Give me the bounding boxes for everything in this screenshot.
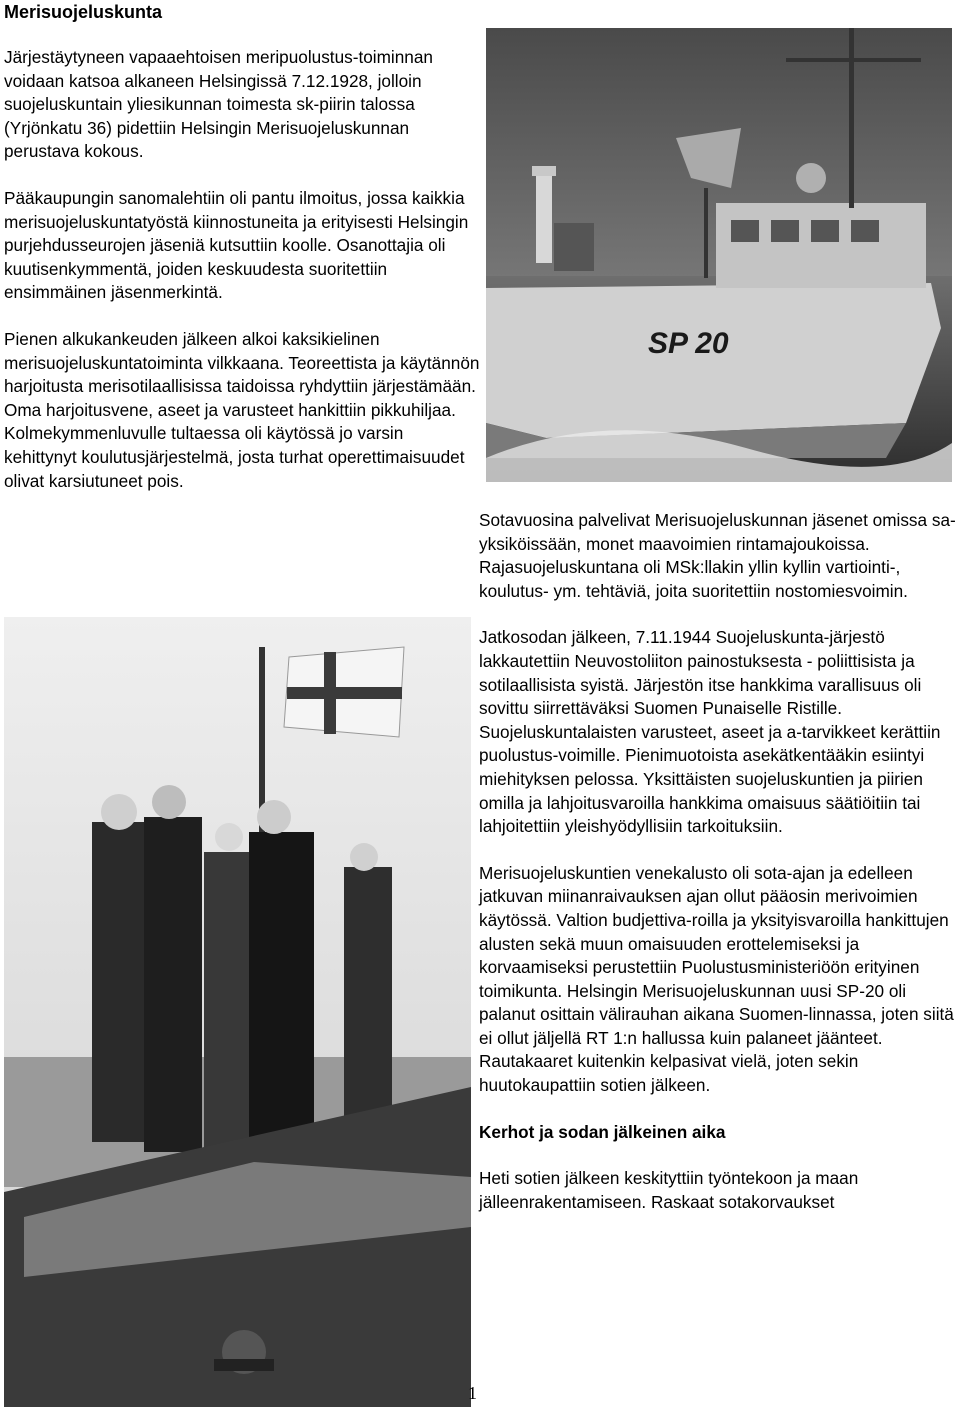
left-text-column: [4, 46, 480, 516]
page-title: Merisuojeluskunta: [4, 2, 163, 22]
paragraph-war-years: Sotavuosina palvelivat Merisuojeluskunnan jäsenet omissa sa-yksiköissään, monet maavoimien rintamajoukoissa. Rajasuojeluskuntana oli MSk:llakin yllin kyllin vartiointi-, koulutus- ym. tehtäviä, joita suoritettiin nostomiesvoimin.: [479, 510, 956, 601]
paragraph-first-meeting: Pääkaupungin sanomalehtiin oli pantu ilmoitus, jossa kaikkia merisuojeluskuntatyöstä kiinnostuneita ja erityisesti Helsingin purjehdusseurojen jäseniä kutsuttiin koolle. Osanottajia oli kuutisenkymmentä, joiden keskuudesta suoritettiin ensimmäinen jäsenmerkintä.: [4, 187, 469, 303]
crew-photo: [4, 617, 471, 1407]
right-text-column: [479, 509, 957, 1237]
paragraph-dissolution: Jatkosodan jälkeen, 7.11.1944 Suojeluskunta-järjestö lakkautettiin Neuvostoliiton painostuksesta - poliittisista ja sotilaallisista syistä. Järjestön itse hankkima varallisuus oli sovittu siirrettäväksi Suomen Punaiselle Ristille. Suojeluskuntalaisten varusteet, aseet ja a-tarvikkeet kerättiin puolustus-voimille. Pienimuotoista asekätkentääkin esiintyi miehityksen pelossa. Yksittäisten suojeluskuntien ja piirien omilla ja lahjoitusvaroilla hankkima omaisuus säätiöitiin tai lahjoitettiin yleishyödyllisiin tarkoituksiin.: [479, 627, 941, 837]
section-heading: Kerhot ja sodan jälkeinen aika: [479, 1121, 726, 1142]
paragraph-training: Pienen alkukankeuden jälkeen alkoi kaksikielinen merisuojeluskuntatoiminta vilkkaana. Teoreettista ja käytännön harjoitusta merisotilaallisissa taidoissa ryhdyttiin järjestämään. Oma harjoitusvene, aseet ja varusteet hankittiin pikkuhiljaa. Kolmekymmenluvulle tultaessa oli käytössä jo varsin kehittynyt koulutusjärjestelmä, josta turhat operettimaisuudet olivat karsiutuneet pois.: [4, 328, 480, 491]
paragraph-boats: Merisuojeluskuntien venekalusto oli sota-ajan ja edelleen jatkuvan miinanraivauksen ajan ollut pääosin merivoimien käytössä. Valtion budjettiva-roilla ja yksityisvaroilla hankittujen alusten sekä muun omaisuuden erottelemiseksi ja korvaamiseksi perustettiin Puolustusministeriöön erityinen toimikunta. Helsingin Merisuojeluskunnan uusi SP-20 oli palanut osittain välirauhan aikana Suomen-linnassa, joten siitä ei ollut jäljellä RT 1:n hallussa kuin palaneet jäänteet. Rautakaaret kuitenkin kelpasivat vielä, joten sekin huutokaupattiin sotien jälkeen.: [479, 862, 954, 1096]
paragraph-postwar: Heti sotien jälkeen keskityttiin työntekoon ja maan jälleenrakentamiseen. Raskaat sotakorvaukset: [479, 1168, 859, 1212]
paragraph-founding: Järjestäytyneen vapaaehtoisen meripuolustus-toiminnan voidaan katsoa alkaneen Helsingissä 7.12.1928, jolloin suojeluskuntain yliesikunnan toimesta sk-piirin talossa (Yrjönkatu 36) pidettiin Helsingin Merisuojeluskunnan perustava kokous.: [4, 47, 433, 162]
hull-number-label: SP 20: [648, 327, 729, 360]
patrol-boat-photo: [486, 28, 952, 482]
page-number: 1: [468, 1383, 477, 1403]
